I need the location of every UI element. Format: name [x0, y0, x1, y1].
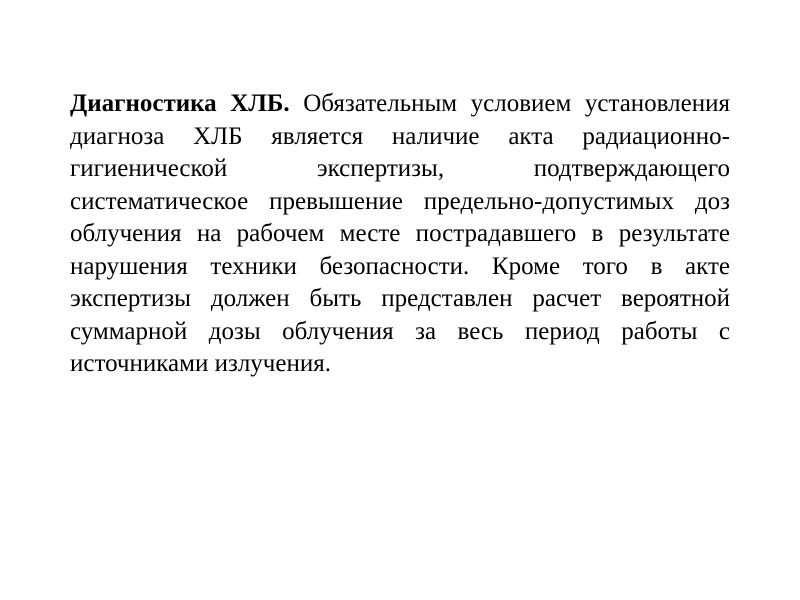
- paragraph-heading: Диагностика ХЛБ.: [70, 90, 290, 117]
- paragraph: [70, 88, 730, 381]
- paragraph-body: Обязательным условием установления диагноза ХЛБ является наличие акта радиационно-гигиенической экспертизы, подтверждающего систематическое превышение предельно-допустимых доз облучения на рабочем месте пострадавшего в результате нарушения техники безопасности. Кроме того в акте экспертизы должен быть представлен расчет вероятной суммарной дозы облучения за весь период работы с источниками излучения.: [70, 90, 730, 377]
